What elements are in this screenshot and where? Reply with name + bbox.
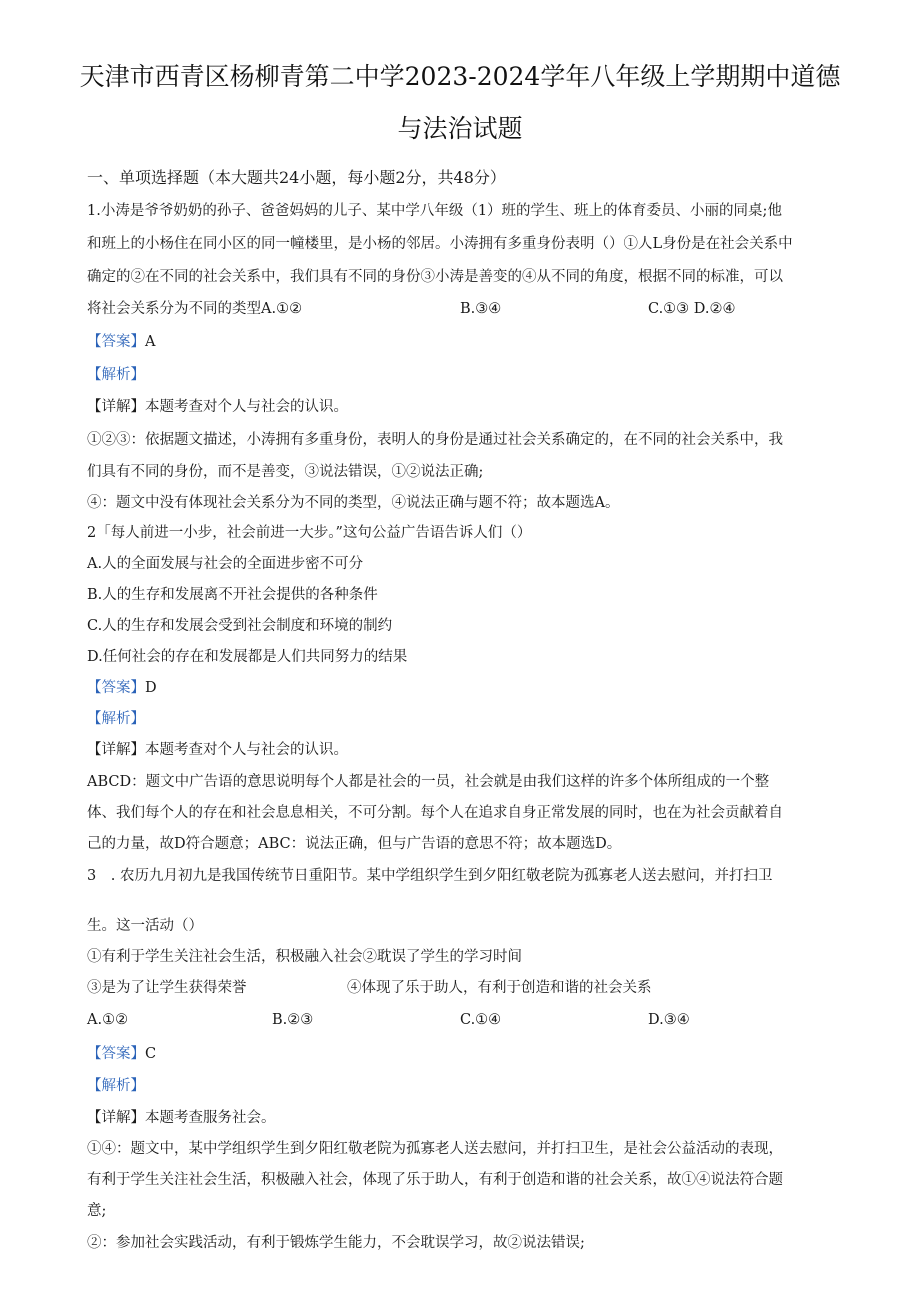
q1-explain-line: ④：题文中没有体现社会关系分为不同的类型，④说法正确与题不符；故本题选A。 [87, 495, 620, 511]
q2-option-d: D.任何社会的存在和发展都是人们共同努力的结果 [87, 649, 408, 665]
q2-stem: 2「每人前进一小步，社会前进一大步。”这句公益广告语告诉人们（） [87, 525, 532, 541]
q1-option-b: B.③④ [460, 301, 502, 317]
q3-statement-4: ④体现了乐于助人，有利于创造和谐的社会关系 [347, 980, 652, 996]
q3-statement-3: ③是为了让学生获得荣誉 [87, 980, 247, 996]
detail-text: 本题考查对个人与社会的认识。 [145, 399, 348, 415]
q1-option-cd: C.①③ D.②④ [648, 301, 736, 317]
detail-text: 本题考查服务社会。 [145, 1110, 276, 1126]
q2-option-a: A.人的全面发展与社会的全面进步密不可分 [87, 556, 364, 572]
q3-detail [87, 1108, 276, 1128]
q2-explain-line: ABCD：题文中广告语的意思说明每个人都是社会的一员，社会就是由我们这样的许多个体所组成的一个整 [87, 774, 770, 790]
answer-value: C [145, 1046, 157, 1062]
q3-answer [87, 1044, 156, 1064]
q2-option-b: B.人的生存和发展离不开社会提供的各种条件 [87, 587, 378, 603]
detail-label: 【详解】 [87, 742, 145, 758]
q3-explain-line: 有利于学生关注社会生活，积极融入社会，体现了乐于助人，有利于创造和谐的社会关系，故①④说法符合题 [87, 1172, 783, 1188]
q2-analysis-label: 【解析】 [87, 711, 145, 727]
q1-stem-last-line: 将社会关系分为不同的类型A.①② [87, 301, 303, 317]
answer-label: 【答案】 [87, 1046, 145, 1062]
q3-explain-line: ①④：题文中，某中学组织学生到夕阳红敬老院为孤寡老人送去慰问，并打扫卫生，是社会公益活动的表现， [87, 1141, 783, 1157]
q2-option-c: C.人的生存和发展会受到社会制度和环境的制约 [87, 618, 393, 634]
q2-detail [87, 740, 348, 760]
q3-stem-line: 生。这一活动（） [87, 918, 203, 934]
doc-title-line-2: 与法治试题 [397, 114, 523, 143]
q3-option-b: B.②③ [272, 1012, 314, 1028]
q1-stem-line: 确定的②在不同的社会关系中，我们具有不同的身份③小涛是善变的④从不同的角度，根据不同的标准，可以 [87, 269, 783, 285]
q1-answer [87, 332, 155, 352]
q3-explain-line: ②：参加社会实践活动，有利于锻炼学生能力，不会耽误学习，故②说法错误; [87, 1235, 585, 1251]
detail-text: 本题考查对个人与社会的认识。 [145, 742, 348, 758]
doc-title-line-1: 天津市西青区杨柳青第二中学2023-2024学年八年级上学期期中道德 [79, 62, 841, 91]
q3-option-c: C.①④ [460, 1012, 502, 1028]
q1-stem-line: 和班上的小杨住在同小区的同一幢楼里，是小杨的邻居。小涛拥有多重身份表明（）①人L身份是在社会关系中 [87, 236, 793, 252]
detail-label: 【详解】 [87, 399, 145, 415]
detail-label: 【详解】 [87, 1110, 145, 1126]
q3-option-a: A.①② [87, 1012, 129, 1028]
q3-analysis-label: 【解析】 [87, 1078, 145, 1094]
q1-explain-line: ①②③：依据题文描述，小涛拥有多重身份，表明人的身份是通过社会关系确定的，在不同的社会关系中，我 [87, 432, 783, 448]
q1-explain-line: 们具有不同的身份，而不是善变，③说法错误，①②说法正确; [87, 464, 484, 480]
q1-stem-line: 1.小涛是爷爷奶奶的孙子、爸爸妈妈的儿子、某中学八年级（1）班的学生、班上的体育委员、小丽的同桌;他 [87, 203, 782, 219]
q3-option-d: D.③④ [648, 1012, 690, 1028]
answer-value: A [145, 334, 156, 350]
section-heading: 一、单项选择题（本大题共24小题，每小题2分，共48分） [87, 168, 506, 187]
q1-analysis-label: 【解析】 [87, 367, 145, 383]
answer-label: 【答案】 [87, 680, 145, 696]
q1-detail [87, 397, 348, 417]
q2-explain-line: 体、我们每个人的存在和社会息息相关，不可分割。每个人在追求自身正常发展的同时，也在为社会贡献着自 [87, 805, 783, 821]
q3-statement-1-2: ①有利于学生关注社会生活，积极融入社会②耽误了学生的学习时间 [87, 949, 522, 965]
q2-explain-line: 己的力量，故D符合题意；ABC：说法正确，但与广告语的意思不符；故本题选D。 [87, 836, 622, 852]
q3-explain-line: 意; [87, 1203, 107, 1219]
q3-stem-line: 3 . 农历九月初九是我国传统节日重阳节。某中学组织学生到夕阳红敬老院为孤寡老人送去慰问，并打扫卫 [87, 868, 773, 884]
answer-label: 【答案】 [87, 334, 145, 350]
answer-value: D [145, 680, 157, 696]
q2-answer [87, 678, 157, 698]
